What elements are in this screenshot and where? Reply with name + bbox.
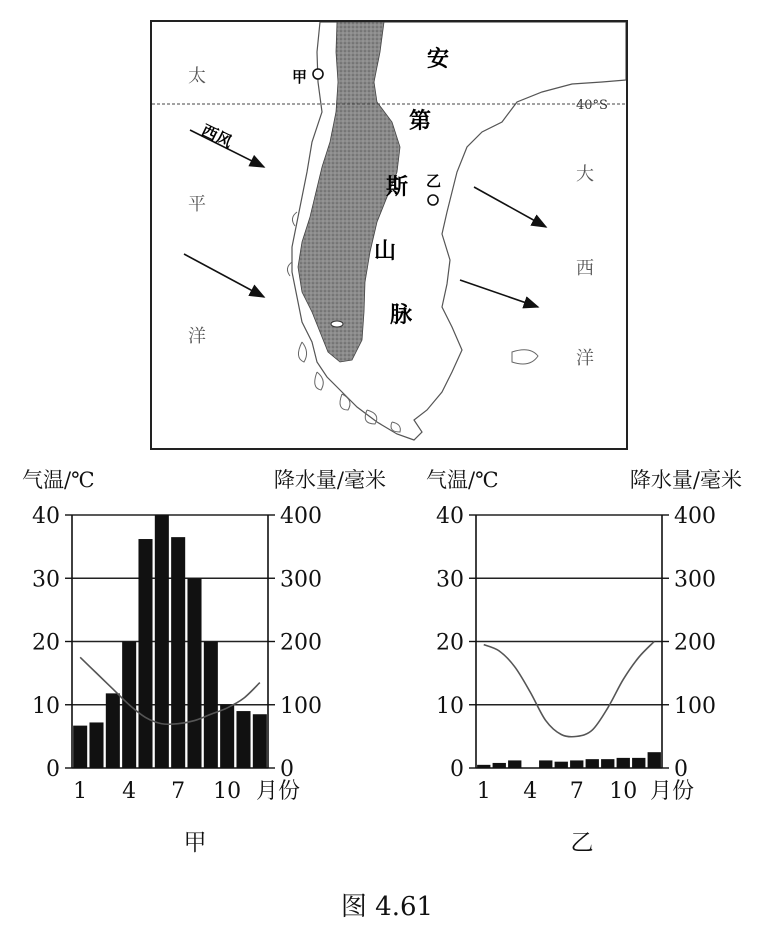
- chart-title: 乙: [570, 830, 594, 856]
- x-tick-label: 1: [73, 779, 88, 804]
- precipitation-bar: [73, 726, 87, 768]
- ocean-label-pacific-3: 洋: [188, 326, 206, 347]
- x-axis-label: 月份: [650, 779, 695, 804]
- wind-label: 西风: [198, 120, 236, 152]
- precipitation-bar: [89, 722, 103, 768]
- precipitation-bar: [171, 537, 185, 768]
- left-axis-title: 气温/℃: [22, 468, 95, 492]
- left-tick-label: 20: [32, 630, 60, 656]
- right-tick-label: 200: [674, 630, 716, 656]
- right-tick-label: 100: [280, 693, 322, 719]
- right-axis-title: 降水量/毫米: [273, 468, 386, 492]
- right-tick-label: 0: [674, 757, 688, 782]
- lake: [331, 321, 343, 327]
- wind-arrow: [460, 280, 538, 307]
- ocean-label-atlantic-3: 洋: [576, 348, 594, 369]
- right-tick-label: 300: [674, 567, 716, 593]
- precipitation-bar: [570, 760, 583, 768]
- right-tick-label: 400: [280, 504, 322, 529]
- right-tick-label: 200: [280, 630, 322, 656]
- chart-title: 甲: [183, 830, 207, 856]
- x-tick-label: 1: [476, 779, 491, 804]
- map-panel: [150, 20, 628, 450]
- right-tick-label: 100: [674, 693, 716, 719]
- climate-charts: [0, 460, 774, 880]
- precipitation-bar: [508, 760, 521, 768]
- left-tick-label: 30: [436, 567, 464, 593]
- precipitation-bar: [253, 714, 267, 768]
- wind-arrow: [184, 254, 264, 297]
- right-axis-title: 降水量/毫米: [629, 468, 742, 492]
- ocean-label-atlantic-2: 西: [576, 258, 594, 279]
- andes-label-2: 第: [409, 108, 432, 134]
- x-tick-label: 4: [523, 779, 538, 804]
- precipitation-bar: [236, 711, 250, 768]
- x-tick-label: 10: [213, 779, 242, 804]
- left-tick-label: 20: [436, 630, 464, 656]
- precipitation-bar: [155, 515, 169, 768]
- right-tick-label: 300: [280, 567, 322, 593]
- precipitation-bar: [601, 759, 614, 768]
- latitude-label: 40°S: [576, 98, 608, 113]
- x-tick-label: 7: [171, 779, 186, 804]
- left-axis-title: 气温/℃: [426, 468, 499, 492]
- left-tick-label: 10: [436, 693, 464, 719]
- x-tick-label: 7: [569, 779, 584, 804]
- wind-arrow: [474, 187, 546, 227]
- station-b-label: 乙: [426, 172, 442, 190]
- climate-charts-svg: [0, 460, 774, 880]
- ocean-label-pacific-1: 太: [188, 66, 206, 87]
- andes-label-5: 脉: [390, 302, 413, 328]
- andes-label-1: 安: [427, 46, 450, 72]
- station-b-marker: [428, 195, 438, 205]
- precipitation-bar: [555, 762, 568, 768]
- andes-label-3: 斯: [386, 174, 409, 200]
- temperature-line: [484, 642, 655, 737]
- precipitation-bar: [106, 693, 120, 768]
- precipitation-bar: [632, 758, 645, 768]
- ocean-label-atlantic-1: 大: [576, 164, 594, 185]
- ocean-label-pacific-2: 平: [188, 194, 206, 215]
- left-tick-label: 40: [32, 504, 60, 529]
- right-tick-label: 400: [674, 504, 716, 529]
- precipitation-bar: [617, 758, 630, 768]
- left-tick-label: 0: [450, 757, 464, 782]
- left-tick-label: 40: [436, 504, 464, 529]
- precipitation-bar: [648, 752, 661, 768]
- left-tick-label: 10: [32, 693, 60, 719]
- precipitation-bar: [539, 760, 552, 768]
- andes-label-4: 山: [374, 238, 397, 264]
- left-tick-label: 30: [32, 567, 60, 593]
- x-axis-label: 月份: [256, 779, 301, 804]
- station-a-label: 甲: [292, 68, 308, 86]
- x-tick-label: 10: [609, 779, 638, 804]
- precipitation-bar: [138, 539, 152, 768]
- x-tick-label: 4: [122, 779, 137, 804]
- left-tick-label: 0: [46, 757, 60, 782]
- right-tick-label: 0: [280, 757, 294, 782]
- station-a-marker: [313, 69, 323, 79]
- precipitation-bar: [586, 759, 599, 768]
- precipitation-bar: [187, 578, 201, 768]
- precipitation-bar: [220, 705, 234, 768]
- figure-caption: 图 4.61: [340, 892, 434, 922]
- precipitation-bar: [204, 642, 218, 769]
